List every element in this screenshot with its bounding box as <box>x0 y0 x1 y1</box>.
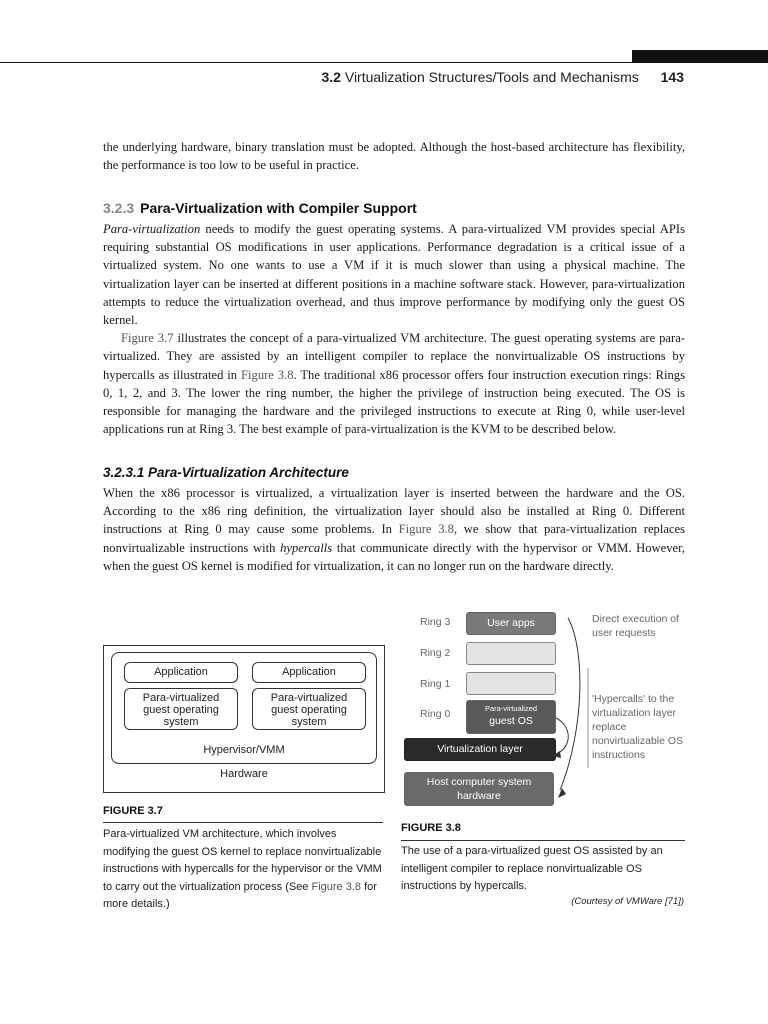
paragraph-2: Figure 3.7 illustrates the concept of a para-virtualized VM architecture. The guest operating systems are para-virtualized. They are assisted by an intelligent compiler to replace the nonvirtualizable OS instructions by hypercalls as illustrated in Figure 3.8. The traditional x86 processor offers four instruction execution rings: Rings 0, 1, 2, and 3. The lower the ring number, the higher the privilege of instruction being executed. The OS is responsible for managing the hardware and the privileged instructions to execute at Ring 0, while user-level applications run at Ring 3. The best example of para-virtualization is the KVM to be described below. <box>103 331 685 437</box>
hypercall-arrow <box>556 718 568 753</box>
em-hypercalls: hypercalls <box>280 540 333 555</box>
page-number: 143 <box>660 69 684 85</box>
header-section-number: 3.2 <box>321 69 341 85</box>
guest-os-box-2: Para-virtualized guest operating system <box>252 688 366 730</box>
em-para-virtualization: Para-virtualization <box>103 222 201 236</box>
figure-3-7-diagram <box>103 645 385 793</box>
running-header <box>322 69 685 85</box>
figure-3-7-link[interactable]: Figure 3.7 <box>121 331 174 346</box>
para-virtualized-small-label: Para-virtualized <box>484 704 538 713</box>
ring-1-label: Ring 1 <box>420 678 451 690</box>
figure-3-7-caption: Para-virtualized VM architecture, which involves modifying the guest OS kernel to replace nonvirtualizable instructions with hypercalls for the hypervisor or the VMM to carry out the virtualization process (See Figure 3.8 for more details.) <box>103 828 382 910</box>
ring-2-label: Ring 2 <box>420 647 451 659</box>
user-apps-box: User apps <box>466 612 556 635</box>
direct-execution-note: Direct execution of user requests <box>592 613 679 639</box>
paragraph-1: Para-virtualization needs to modify the guest operating systems. A para-virtualized VM provides special APIs requiring substantial OS modifications in user applications. Performance degradation is a critical issue of a virtualized system. No one wants to use a VM if it is much slower than using a physical machine. The virtualization layer can be inserted at different positions in a machine software stack. However, para-virtualization attempts to reduce the virtualization overhead, and thus improve performance by modifying only the guest OS kernel. <box>103 222 685 328</box>
direct-execution-arrow <box>560 618 580 790</box>
figure-3-8-link[interactable]: Figure 3.8 <box>311 880 362 893</box>
section-heading-323 <box>103 200 417 216</box>
figure-3-7-rule <box>103 822 383 823</box>
application-box-1: Application <box>124 662 238 683</box>
guest-os-label: guest OS <box>489 715 533 727</box>
paragraph-3: When the x86 processor is virtualized, a virtualization layer is inserted between the hardware and the OS. According to the x86 ring definition, the virtualization layer should also be installed at Ring 0. Different instructions at Ring 0 may cause some problems. In Figure 3.8, we show that para-virtualization replaces nonvirtualizable instructions with hypercalls that communicate directly with the hypervisor or VMM. However, when the guest OS kernel is modified for virtualization, it can no longer run on the hardware directly. <box>103 486 685 573</box>
hardware-label: Hardware <box>220 768 268 780</box>
hypervisor-label: Hypervisor/VMM <box>203 744 285 756</box>
figure-3-8-caption: The use of a para-virtualized guest OS assisted by an intelligent compiler to replace nonvirtualizable OS instructions by hypercalls. <box>401 845 663 892</box>
ring-0-label: Ring 0 <box>420 708 451 720</box>
figure-3-8-link[interactable]: Figure 3.8 <box>241 367 294 382</box>
figure-3-8-rule <box>401 840 685 841</box>
section-3231-body <box>103 484 685 575</box>
application-box-2: Application <box>252 662 366 683</box>
header-rule <box>0 62 768 63</box>
subsection-heading-3231: 3.2.3.1 Para-Virtualization Architecture <box>103 465 349 480</box>
section-323-body <box>103 220 685 438</box>
section-number: 3.2.3 <box>103 200 135 216</box>
ring-3-label: Ring 3 <box>420 616 451 628</box>
figure-3-8-link[interactable]: Figure 3.8 <box>398 522 454 537</box>
hypercalls-note: 'Hypercalls' to the virtualization layer replace nonvirtualizable OS instructions <box>592 693 684 761</box>
guest-os-box-1: Para-virtualized guest operating system <box>124 688 238 730</box>
intro-paragraph: the underlying hardware, binary translation must be adopted. Although the host-based architecture has flexibility, the performance is too low to be useful in practice. <box>103 140 685 173</box>
arrow-head-1 <box>558 788 566 798</box>
section-title: Para-Virtualization with Compiler Support <box>140 200 417 216</box>
vm-container <box>111 652 377 764</box>
arrow-head-2 <box>552 751 561 758</box>
figure-3-8-diagram <box>400 608 690 808</box>
virtualization-layer-box: Virtualization layer <box>404 738 556 761</box>
host-hardware-box: Host computer system hardware <box>404 772 554 806</box>
figure-3-7-label: FIGURE 3.7 <box>103 805 163 817</box>
figure-3-8-label: FIGURE 3.8 <box>401 822 461 834</box>
header-section-title: Virtualization Structures/Tools and Mechanisms <box>344 69 639 85</box>
figure-3-8-courtesy: (Courtesy of VMWare [71]) <box>571 896 684 907</box>
